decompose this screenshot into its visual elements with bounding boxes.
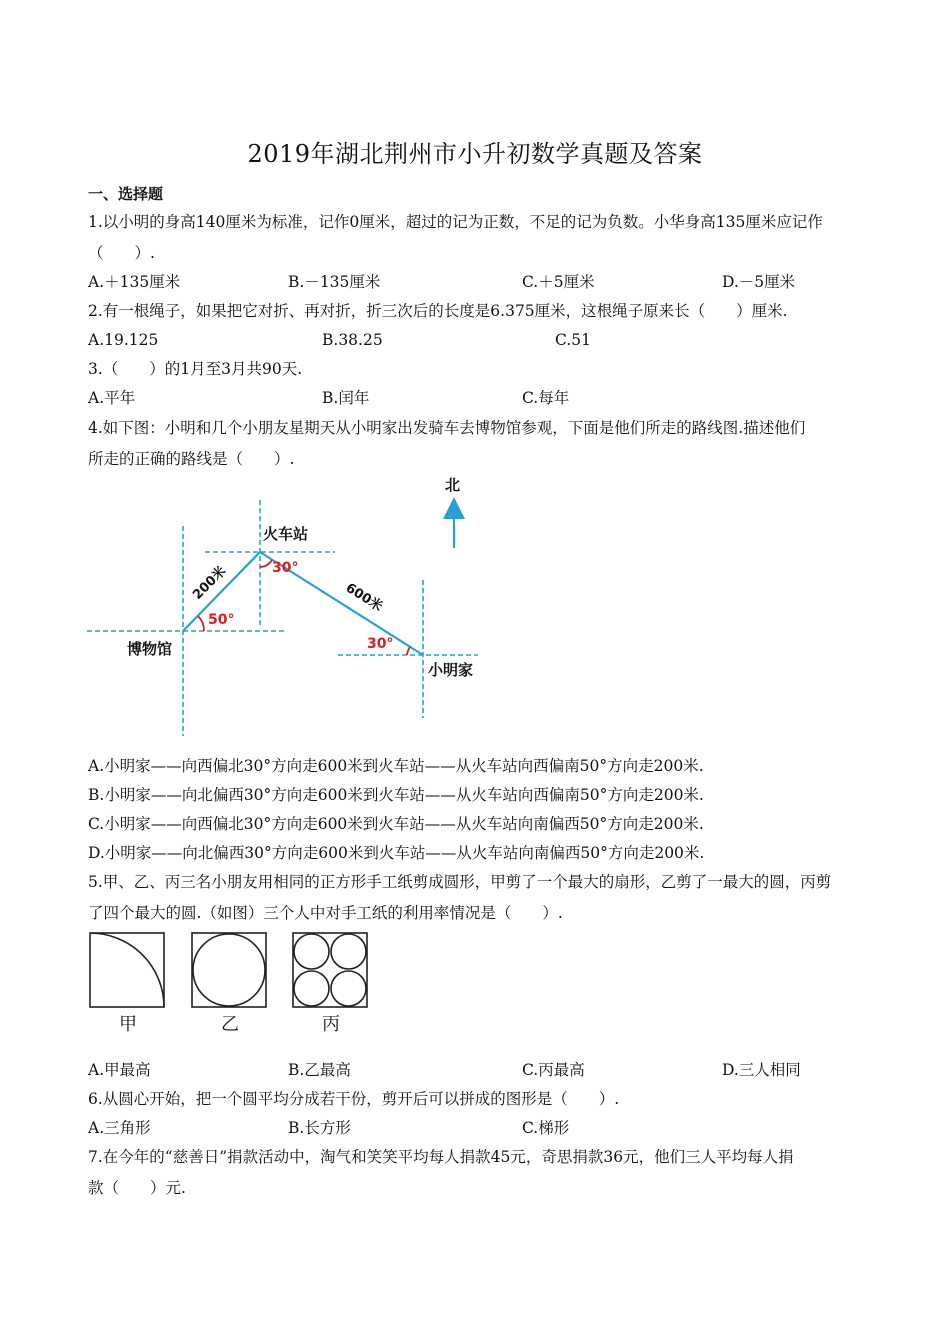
question-2-option-c: C.51: [555, 331, 591, 349]
question-6-option-c: C.梯形: [522, 1119, 570, 1137]
circle-bing-1: [294, 934, 329, 969]
question-5-option-d: D.三人相同: [722, 1061, 801, 1079]
question-2-line-1: 2.有一根绳子，如果把它对折、再对折，折三次后的长度是6.375厘米，这根绳子原来长（ ）厘米.: [88, 302, 788, 320]
question-4-option-d: D.小明家——向北偏西30°方向走600米到火车站——从火车站向南偏西50°方向走200米.: [88, 844, 705, 862]
question-5-line-1: 5.甲、乙、丙三名小朋友用相同的正方形手工纸剪成圆形，甲剪了一个最大的扇形，乙剪了一最大的圆，丙剪: [88, 873, 832, 891]
circle-bing-2: [331, 934, 366, 969]
home-label: 小明家: [428, 661, 474, 679]
question-5-option-c: C.丙最高: [522, 1061, 585, 1079]
figure-label-yi: 乙: [221, 1014, 239, 1035]
question-1-line-2: （ ）.: [88, 244, 155, 262]
paper-cutting-figures: [85, 928, 375, 1038]
circle-bing-3: [294, 971, 329, 1006]
angle-label-station: 30°: [272, 560, 299, 576]
square-paper-bing: [293, 933, 367, 1007]
museum-label: 博物馆: [127, 640, 173, 658]
question-3-option-a: A.平年: [88, 389, 136, 407]
question-3-line-1: 3.（ ）的1月至3月共90天.: [88, 360, 303, 378]
square-paper-jia: [90, 933, 164, 1007]
section-heading: 一、选择题: [88, 185, 164, 203]
north-label: 北: [445, 476, 461, 494]
question-6-option-a: A.三角形: [88, 1119, 151, 1137]
figure-label-bing: 丙: [322, 1014, 340, 1035]
question-5-option-a: A.甲最高: [88, 1061, 151, 1079]
question-3-option-b: B.闰年: [322, 389, 370, 407]
station-label: 火车站: [263, 525, 309, 543]
distance-label-600: 600米: [342, 580, 385, 615]
angle-arc-home: [407, 647, 410, 655]
question-1-option-a: A.＋135厘米: [88, 273, 181, 291]
question-2-option-b: B.38.25: [322, 331, 383, 349]
circle-yi: [193, 934, 265, 1006]
route-map-diagram: [80, 468, 500, 743]
figure-label-jia: 甲: [119, 1014, 137, 1035]
question-7-line-2: 款（ ）元.: [88, 1179, 186, 1197]
question-7-line-1: 7.在今年的“慈善日”捐款活动中，淘气和笑笑平均每人捐款45元，奇思捐款36元，他们三人平均每人捐: [88, 1148, 794, 1166]
question-6-option-b: B.长方形: [288, 1119, 351, 1137]
quarter-circle-sector-jia: [90, 933, 164, 1007]
distance-label-200: 200米: [190, 563, 230, 603]
question-1-option-b: B.－135厘米: [288, 273, 381, 291]
question-6-line-1: 6.从圆心开始，把一个圆平均分成若干份，剪开后可以拼成的图形是（ ）.: [88, 1090, 620, 1108]
question-2-option-a: A.19.125: [88, 331, 159, 349]
question-4-option-b: B.小明家——向北偏西30°方向走600米到火车站——从火车站向西偏南50°方向走200米.: [88, 786, 704, 804]
angle-arc-museum: [198, 616, 204, 631]
angle-label-home: 30°: [367, 636, 394, 652]
question-3-option-c: C.每年: [522, 389, 570, 407]
page-title: 2019年湖北荆州市小升初数学真题及答案: [247, 140, 703, 168]
question-5-line-2: 了四个最大的圆.（如图）三个人中对手工纸的利用率情况是（ ）.: [88, 904, 563, 922]
question-4-line-1: 4.如下图：小明和几个小朋友星期天从小明家出发骑车去博物馆参观，下面是他们所走的路线图.描述他们: [88, 419, 806, 437]
question-1-option-d: D.－5厘米: [722, 273, 796, 291]
question-5-option-b: B.乙最高: [288, 1061, 351, 1079]
angle-arc-station: [260, 560, 272, 567]
circle-bing-4: [331, 971, 366, 1006]
question-4-line-2: 所走的正确的路线是（ ）.: [88, 450, 295, 468]
question-1-option-c: C.＋5厘米: [522, 273, 595, 291]
question-4-option-a: A.小明家——向西偏北30°方向走600米到火车站——从火车站向西偏南50°方向走200米.: [88, 757, 704, 775]
question-1-line-1: 1.以小明的身高140厘米为标准，记作0厘米，超过的记为正数，不足的记为负数。小华身高135厘米应记作: [88, 213, 823, 231]
question-4-option-c: C.小明家——向西偏北30°方向走600米到火车站——从火车站向南偏西50°方向走200米.: [88, 815, 704, 833]
angle-label-museum: 50°: [208, 612, 235, 628]
